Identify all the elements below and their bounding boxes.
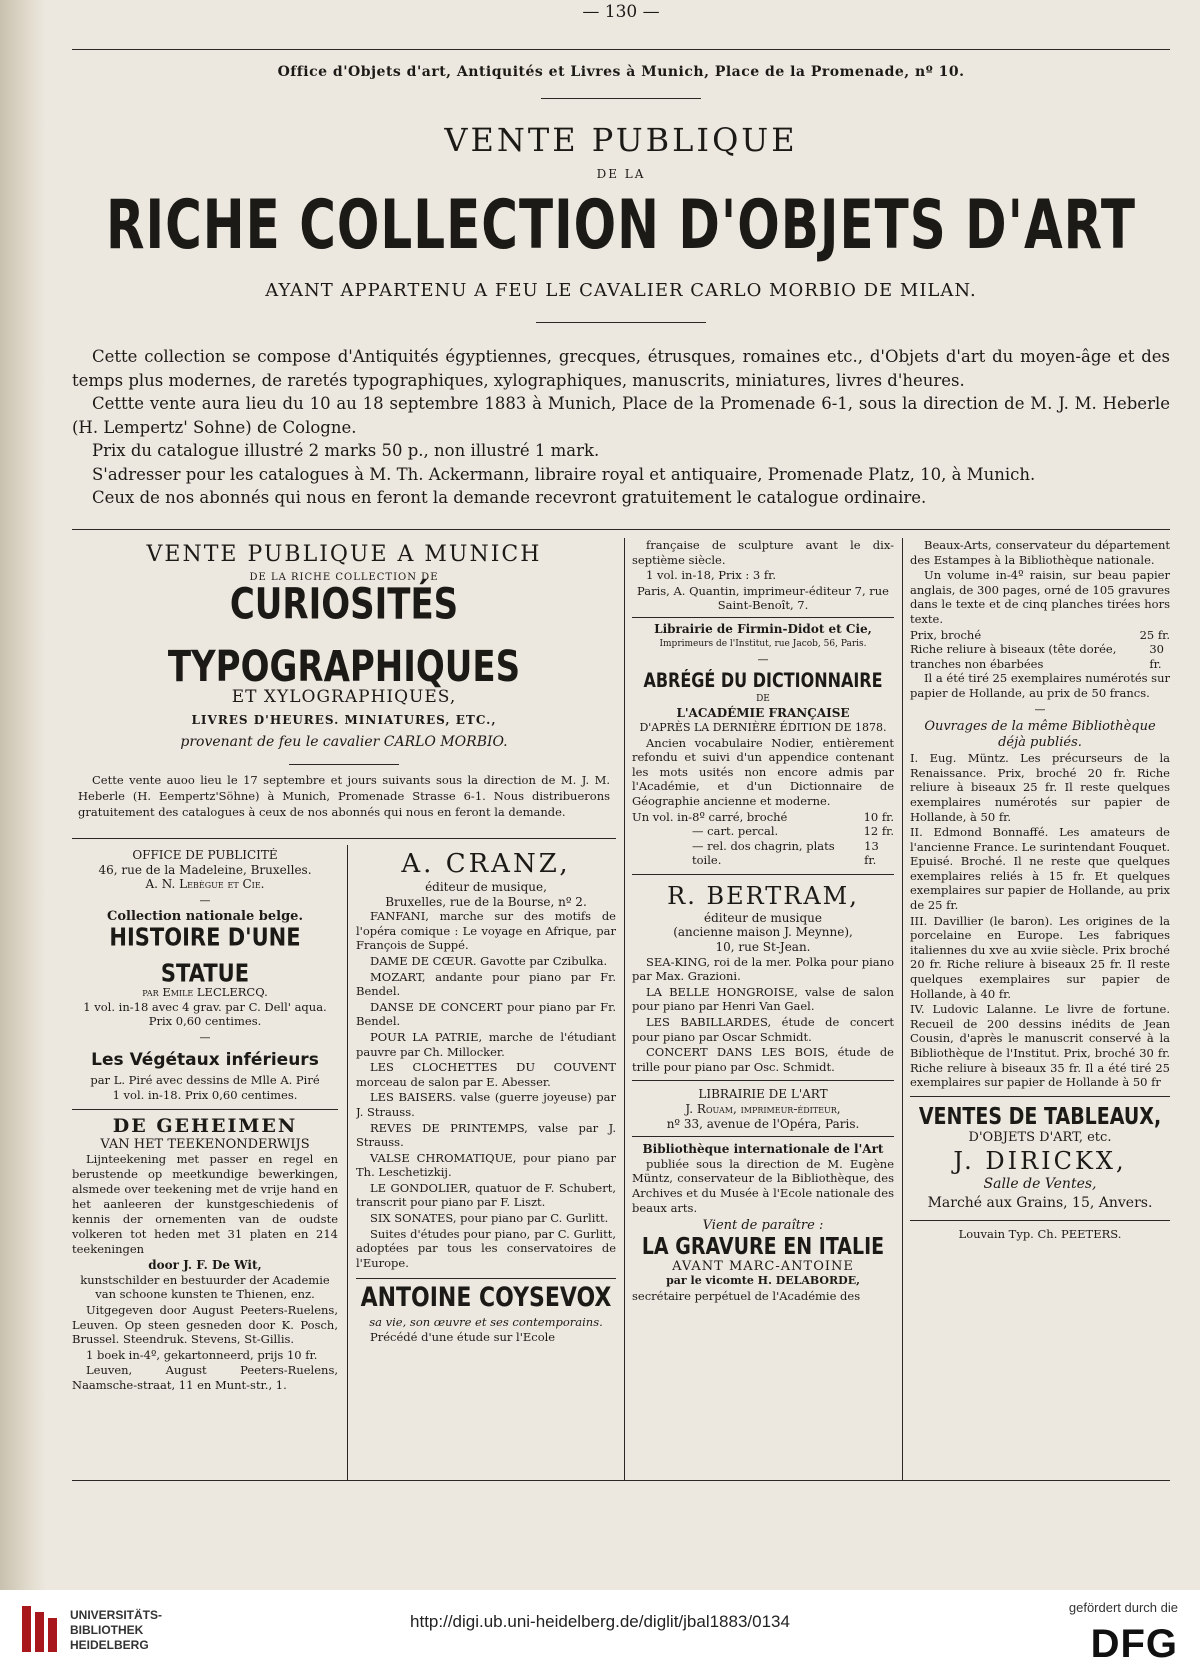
coysevox-text: Précédé d'une étude sur l'Ecole [370,1330,556,1345]
cranz-column [356,848,616,1480]
column-divider [347,845,348,1480]
price-label: — cart. percal. [692,824,779,839]
music-listing: LES CLOCHETTES DU COUVENT morceau de salon par E. Abesser. [356,1060,616,1089]
column-rule [910,1096,1170,1097]
library-line: UNIVERSITÄTS- [70,1608,163,1622]
gravure-description: Un volume in-4º raisin, sur beau papier anglais, de 300 pages, orné de 105 gravures dans le texte et de cinq planches tirées hors texte. [910,568,1170,626]
librairie-art-publisher: J. Rouam, imprimeur-éditeur, [685,1102,841,1116]
coysevox-continued: française de sculpture avant le dix-septième siècle. [632,538,894,567]
librairie-art-title: LIBRAIRIE DE L'ART [698,1087,828,1102]
page-fold-shadow [0,0,46,1590]
ouvrage-item: III. Davillier (le baron). Les origines de la porcelaine en Europe. Les fabriques italiennes du xve au xviie siècle. Prix broché 20 fr. Riche reliure à biseaux 25 fr. Il reste quelques exemplaires sur papier de Hollande, à 40 fr. [910,913,1170,1001]
vient-de-paraitre: Vient de paraître : [702,1218,824,1234]
dfg-logo: DFG [1090,1622,1178,1666]
printer-line: Louvain Typ. Ch. PEETERS. [958,1226,1122,1241]
delaborde-continued: Beaux-Arts, conservateur du département des Estampes à la Bibliothèque nationale. [910,538,1170,567]
histoire-details: 1 vol. in-18 avec 4 grav. par C. Dell' aqua. Prix 0,60 centimes. [83,999,327,1029]
geheimen-text: Lijnteekening met passer en regel en berustende op meetkundige bewerkingen, alsmede over teekening met de vrije hand en het aanleeren der kunstgeschiedenis of kennis der ornementen van de oudste volkeren tot heden met 31 platen en 214 teekeningen [72,1152,338,1257]
geheimen-subtitle: VAN HET TEEKENONDERWIJS [100,1136,310,1152]
price-row [632,824,894,839]
firmin-didot-address: Imprimeurs de l'Institut, rue Jacob, 56, Paris. [659,638,867,649]
ventes-subtitle: D'OBJETS D'ART, etc. [968,1129,1112,1145]
munich-sale-ad [72,540,616,840]
right-column [910,538,1170,1480]
intro-text [72,345,1170,510]
cranz-role: éditeur de musique, [425,880,547,894]
bertram-address: 10, rue St-Jean. [715,940,811,955]
ouvrages-heading: Ouvrages de la même Bibliothèque déjà publiés. [924,719,1156,751]
dirickx-title: J. DIRICKX, [953,1147,1127,1176]
music-listing: REVES DE PRINTEMPS, valse par J. Strauss. [356,1120,616,1150]
column-rule [632,1136,894,1137]
histoire-statue-title: HISTOIRE D'UNE STATUE [109,922,301,988]
gravure-author-role: secrétaire perpétuel de l'Académie des [632,1288,861,1303]
geheimen-author: door J. F. De Wit, [148,1258,262,1273]
bertram-list [632,955,894,1075]
price-row [910,628,1170,643]
middle-column [632,538,894,1480]
munich-provenance: provenant de feu le cavalier CARLO MORBIO. [180,734,508,750]
price-value: 10 fr. [863,809,894,824]
dirickx-salle: Salle de Ventes, [983,1176,1097,1193]
coysevox-subtitle: sa vie, son œuvre et ses contemporains. [369,1315,603,1330]
price-row [632,839,894,868]
dash-divider: — [1034,702,1046,716]
short-rule [289,764,399,765]
column-rule [72,1109,338,1110]
vegetaux-title: Les Végétaux inférieurs [91,1050,319,1071]
coysevox-price: 1 vol. in-18, Prix : 3 fr. [646,568,776,583]
music-listing: LE GONDOLIER, quatuor de F. Schubert, transcrit pour piano par F. Liszt. [356,1180,616,1210]
page-content [72,0,1170,1590]
abrege-de: DE [756,693,770,704]
column-divider [902,538,903,1480]
bertram-former: (ancienne maison J. Meynne), [673,925,853,940]
column-rule [632,1080,894,1081]
geheimen-title: DE GEHEIMEN [112,1114,298,1137]
price-label: — rel. dos chagrin, plats toile. [692,838,835,868]
column-rule [632,617,894,618]
bibliotheque-text: publiée sous la direction de M. Eugène Müntz, conservateur de la Bibliothèque, des Archives et du Musée à l'Ecole nationale des beaux arts. [632,1156,894,1215]
abrege-title: ABRÉGÉ DU DICTIONNAIRE [643,668,883,692]
abrege-academie: L'ACADÉMIE FRANÇAISE [676,706,850,721]
ouvrage-item: II. Edmond Bonnaffé. Les amateurs de l'ancienne France. Le surintendant Fouquet. Epuisé. Broché. Il ne reste que quelques exemplaires reliés à 15 fr. Et quelques exemplaires sur papier de Hollande, au prix de 25 fr. [910,825,1170,913]
library-line: BIBLIOTHEK [70,1623,144,1637]
geheimen-publisher: Uitgegeven door August Peeters-Ruelens, Leuven. Op steen gesneden door K. Posch, Brussel. Steendruk. Stevens, St-Gillis. [72,1302,338,1347]
geheimen-address: Leuven, August Peeters-Ruelens, Naamsche-straat, 11 en Munt-str., 1. [72,1363,338,1392]
librairie-art-address: nº 33, avenue de l'Opéra, Paris. [666,1116,860,1131]
column-rule [72,838,616,839]
short-rule [541,98,701,99]
music-listing: SEA-KING, roi de la mer. Polka pour piano par Max. Grazioni. [632,954,894,984]
abrege-edition: D'APRÈS LA DERNIÈRE ÉDITION DE 1878. [639,720,887,734]
ventes-tableaux-title: VENTES DE TABLEAUX, [918,1103,1162,1130]
intro-paragraph: S'adresser pour les catalogues à M. Th. Ackermann, libraire royal et antiquaire, Promenade Platz, 10, à Munich. [92,464,1036,484]
permalink[interactable]: http://digi.ub.uni-heidelberg.de/diglit/jbal1883/0134 [410,1612,790,1631]
subtitle: AYANT APPARTENU A FEU LE CAVALIER CARLO MORBIO DE MILAN. [265,280,977,301]
short-rule [536,322,706,323]
abrege-text: Ancien vocabulaire Nodier, entièrement refondu et suivi d'un appendice contenant les mots usités non encore admis par l'Académie, et d'un Dictionnaire de Géographie ancienne et moderne. [632,735,894,808]
music-listing: SIX SONATES, pour piano par C. Gurlitt. [370,1211,609,1226]
office-address: 46, rue de la Madeleine, Bruxelles. [98,862,312,877]
ouvrage-item: IV. Ludovic Lalanne. Le livre de fortune. Recueil de 200 dessins inédits de Jean Cousin, d'après le manuscrit conservé à la Bibliothèque de l'Institut. Prix, broché 30 fr. Riche reliure à biseaux 35 fr. Il a été tiré 25 exemplaires sur papier de Hollande à 50 fr [910,1002,1170,1090]
histoire-author: par Emile LECLERCQ. [142,984,268,999]
intro-paragraph: Cette collection se compose d'Antiquités égyptiennes, grecques, étrusques, romaines etc., d'Objets d'art du moyen-âge et des temps plus modernes, de raretés typographiques, xylographiques, manuscrits, miniatures, livres d'heures. [72,347,1170,390]
price-row [910,642,1170,671]
price-label: Riche reliure à biseaux (tête dorée, tranches non ébarbées [910,642,1117,671]
price-value: 12 fr. [863,824,894,839]
price-value: 30 fr. [1149,642,1164,671]
music-listing: LES BABILLARDES, étude de concert pour piano par Oscar Schmidt. [632,1015,894,1044]
section-rule [72,529,1170,530]
geheimen-price: 1 boek in-4º, gekartonneerd, prijs 10 fr. [86,1347,318,1362]
left-ads-column [72,848,338,1480]
vegetaux-details: 1 vol. in-18. Prix 0,60 centimes. [112,1087,298,1102]
intro-paragraph: Ceux de nos abonnés qui nous en feront la demande recevront gratuitement le catalogue ordinaire. [92,488,927,507]
price-value: 13 fr. [864,838,879,868]
header-rule [72,49,1170,50]
column-rule [910,1220,1170,1221]
coysevox-title: ANTOINE COYSEVOX [360,1283,612,1314]
cranz-list [356,909,616,1270]
office-publicite: OFFICE DE PUBLICITÉ [132,848,278,862]
vegetaux-author: par L. Piré avec dessins de Mlle A. Piré [90,1073,320,1088]
music-listing: Suites d'études pour piano, par C. Gurlitt, adoptées par tous les conservatoires de l'Europe. [356,1226,616,1270]
library-line: HEIDELBERG [70,1638,149,1652]
music-listing: VALSE CHROMATIQUE, pour piano par Th. Leschetizkij. [356,1150,616,1180]
geheimen-author-role: kunstschilder en bestuurder der Academie van schoone kunsten te Thienen, enz. [80,1272,330,1302]
price-value: 25 fr. [1139,627,1170,642]
column-rule [632,874,894,875]
munich-subtitle: DE LA RICHE COLLECTION DE [249,572,439,583]
title-de-la: DE LA [596,167,646,181]
music-listing: CONCERT DANS LES BOIS, étude de trille pour piano par Osc. Schmidt. [632,1045,894,1074]
munich-heading: CURIOSITÉS TYPOGRAPHIQUES [167,579,521,693]
collection-belge: Collection nationale belge. [107,909,303,925]
coysevox-publisher: Paris, A. Quantin, imprimeur-éditeur 7, rue Saint-Benoît, 7. [637,583,889,613]
munich-text: Cette vente auoo lieu le 17 septembre et jours suivants sous la direction de M. J. M. Heberle (H. Eempertz'Söhne) à Munich, Promenade Strasse 6-1. Nous distribuerons gratuitement des catalogues à ceux de nos abonnés qui nous en feront la demande. [78,773,610,819]
page-number: — 130 — [582,2,660,22]
munich-livres: LIVRES D'HEURES. MINIATURES, ETC., [191,713,497,727]
music-listing: LES BAISERS. valse (guerre joyeuse) par J. Strauss. [356,1090,616,1119]
intro-paragraph: Cettte vente aura lieu du 10 au 18 septembre 1883 à Munich, Place de la Promenade 6-1, sous la direction de M. J. M. Heberle (H. Lempertz' Sohne) de Cologne. [72,394,1170,437]
title-vente-publique: VENTE PUBLIQUE [444,121,798,159]
intro-paragraph: Prix du catalogue illustré 2 marks 50 p., non illustré 1 mark. [92,441,600,460]
dash-divider: — [199,893,211,907]
firmin-didot: Librairie de Firmin-Didot et Cie, [654,621,872,636]
dash-divider: — [199,1030,211,1044]
cranz-title: A. CRANZ, [401,849,571,879]
office-line: Office d'Objets d'art, Antiquités et Livres à Munich, Place de la Promenade, nº 10. [277,64,965,80]
music-listing: LA BELLE HONGROISE, valse de salon pour piano par Henri Van Gael. [632,984,894,1014]
music-listing: POUR LA PATRIE, marche de l'étudiant pauvre par Ch. Millocker. [356,1029,616,1059]
dirickx-address: Marché aux Grains, 15, Anvers. [927,1194,1153,1211]
bertram-title: R. BERTRAM, [667,881,859,910]
gravure-hollande: Il a été tiré 25 exemplaires numérotés sur papier de Hollande, au prix de 50 francs. [910,671,1170,700]
bibliotheque-title: Bibliothèque internationale de l'Art [642,1142,884,1157]
viewer-footer [0,1590,1200,1678]
funding-caption: gefördert durch die [1068,1600,1178,1615]
munich-title: VENTE PUBLIQUE A MUNICH [146,542,542,567]
page-bottom-rule [72,1480,1170,1481]
music-listing: DANSE DE CONCERT pour piano par Fr. Bendel. [356,999,616,1029]
price-label: Prix, broché [910,627,982,642]
gravure-author: par le vicomte H. DELABORDE, [666,1274,860,1288]
main-title: RICHE COLLECTION D'OBJETS D'ART [105,186,1137,265]
dash-divider: — [757,653,769,667]
gravure-subtitle: AVANT MARC-ANTOINE [672,1258,854,1274]
price-label: Un vol. in-8º carré, broché [632,809,788,824]
column-divider [624,538,625,1480]
gravure-title: LA GRAVURE EN ITALIE [641,1233,885,1260]
music-listing: DAME DE CŒUR. Gavotte par Czibulka. [370,953,608,968]
music-listing: FANFANI, marche sur des motifs de l'opéra comique : Le voyage en Afrique, par François de Suppé. [356,909,616,953]
cranz-address: Bruxelles, rue de la Bourse, nº 2. [385,894,587,909]
music-listing: MOZART, andante pour piano par Fr. Bendel. [356,969,616,999]
ouvrage-item: I. Eug. Müntz. Les précurseurs de la Renaissance. Prix, broché 20 fr. Riche reliure à biseaux 25 fr. Il reste quelques exemplaires numérotés sur papier de Hollande, à 50 fr. [910,751,1170,824]
price-row [632,810,894,825]
bertram-role: éditeur de musique [703,910,823,925]
office-name: A. N. Lebègue et Cie. [145,877,265,892]
munich-xylo: ET XYLOGRAPHIQUES, [231,687,457,707]
